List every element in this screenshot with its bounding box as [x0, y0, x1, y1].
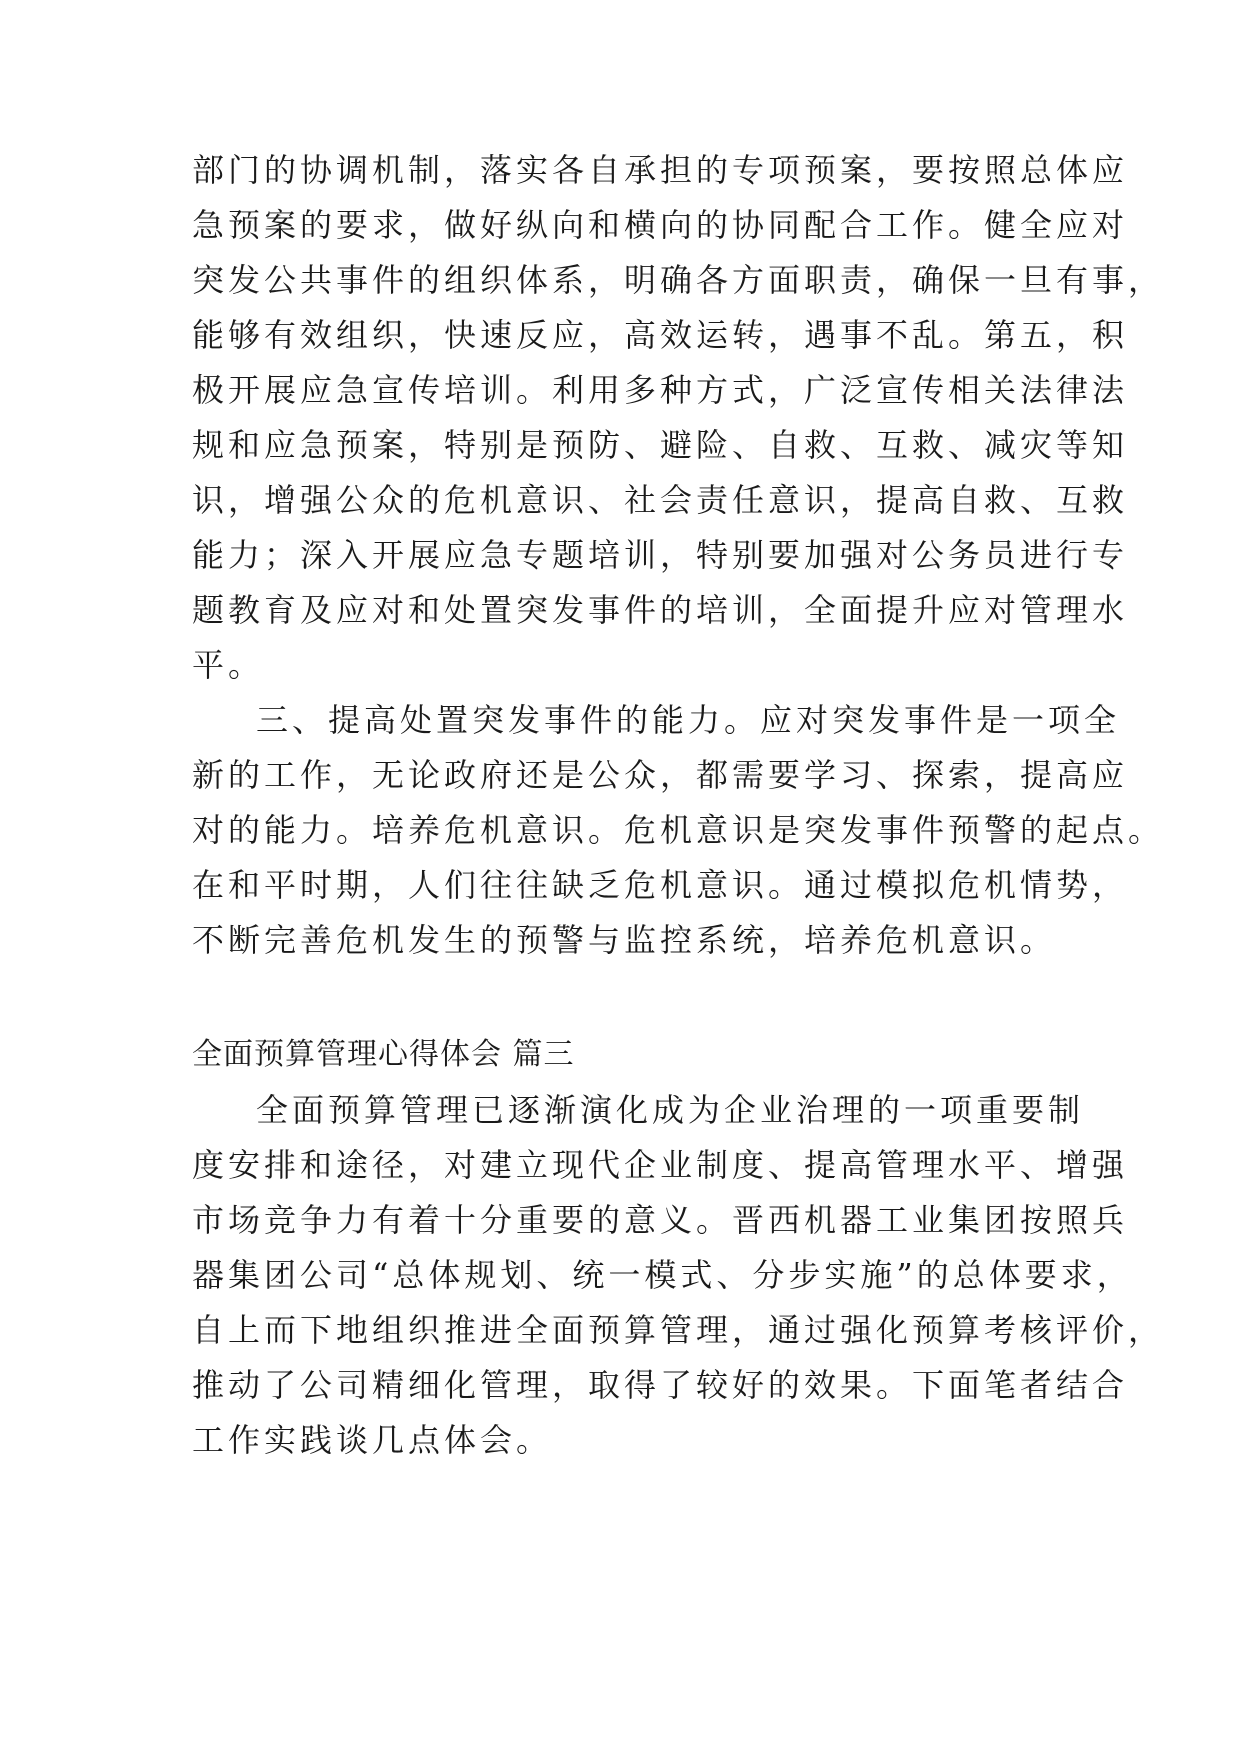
section-heading: 全面预算管理心得体会 篇三 — [192, 1037, 575, 1072]
paragraph-line: 极开展应急宣传培训。利用多种方式，广泛宣传相关法律法 — [192, 371, 1129, 409]
paragraph-line: 急预案的要求，做好纵向和横向的协同配合工作。健全应对 — [192, 206, 1129, 244]
paragraph-line: 对的能力。培养危机意识。危机意识是突发事件预警的起点。 — [192, 811, 1165, 849]
paragraph-line: 自上而下地组织推进全面预算管理，通过强化预算考核评价， — [192, 1311, 1165, 1349]
paragraph-line: 器集团公司“总体规划、统一模式、分步实施”的总体要求， — [192, 1256, 1133, 1294]
paragraph-line: 平。 — [192, 646, 265, 684]
paragraph-line: 不断完善危机发生的预警与监控系统，培养危机意识。 — [192, 921, 1057, 959]
paragraph-line: 突发公共事件的组织体系，明确各方面职责，确保一旦有事， — [192, 261, 1165, 299]
paragraph-line: 部门的协调机制，落实各自承担的专项预案，要按照总体应 — [192, 151, 1129, 189]
paragraph-line: 识，增强公众的危机意识、社会责任意识，提高自救、互救 — [192, 481, 1129, 519]
paragraph-line: 题教育及应对和处置突发事件的培训，全面提升应对管理水 — [192, 591, 1129, 629]
paragraph-line: 新的工作，无论政府还是公众，都需要学习、探索，提高应 — [192, 756, 1129, 794]
paragraph-line: 工作实践谈几点体会。 — [192, 1421, 553, 1459]
paragraph-line: 三、提高处置突发事件的能力。应对突发事件是一项全 — [256, 701, 1121, 739]
paragraph-line: 度安排和途径，对建立现代企业制度、提高管理水平、增强 — [192, 1146, 1129, 1184]
paragraph-line: 在和平时期，人们往往缺乏危机意识。通过模拟危机情势， — [192, 866, 1129, 904]
paragraph-line: 能力；深入开展应急专题培训，特别要加强对公务员进行专 — [192, 536, 1129, 574]
paragraph-line: 全面预算管理已逐渐演化成为企业治理的一项重要制 — [256, 1091, 1085, 1129]
paragraph-line: 能够有效组织，快速反应，高效运转，遇事不乱。第五，积 — [192, 316, 1129, 354]
paragraph-line: 市场竞争力有着十分重要的意义。晋西机器工业集团按照兵 — [192, 1201, 1129, 1239]
paragraph-line: 规和应急预案，特别是预防、避险、自救、互救、减灾等知 — [192, 426, 1129, 464]
paragraph-line: 推动了公司精细化管理，取得了较好的效果。下面笔者结合 — [192, 1366, 1129, 1404]
